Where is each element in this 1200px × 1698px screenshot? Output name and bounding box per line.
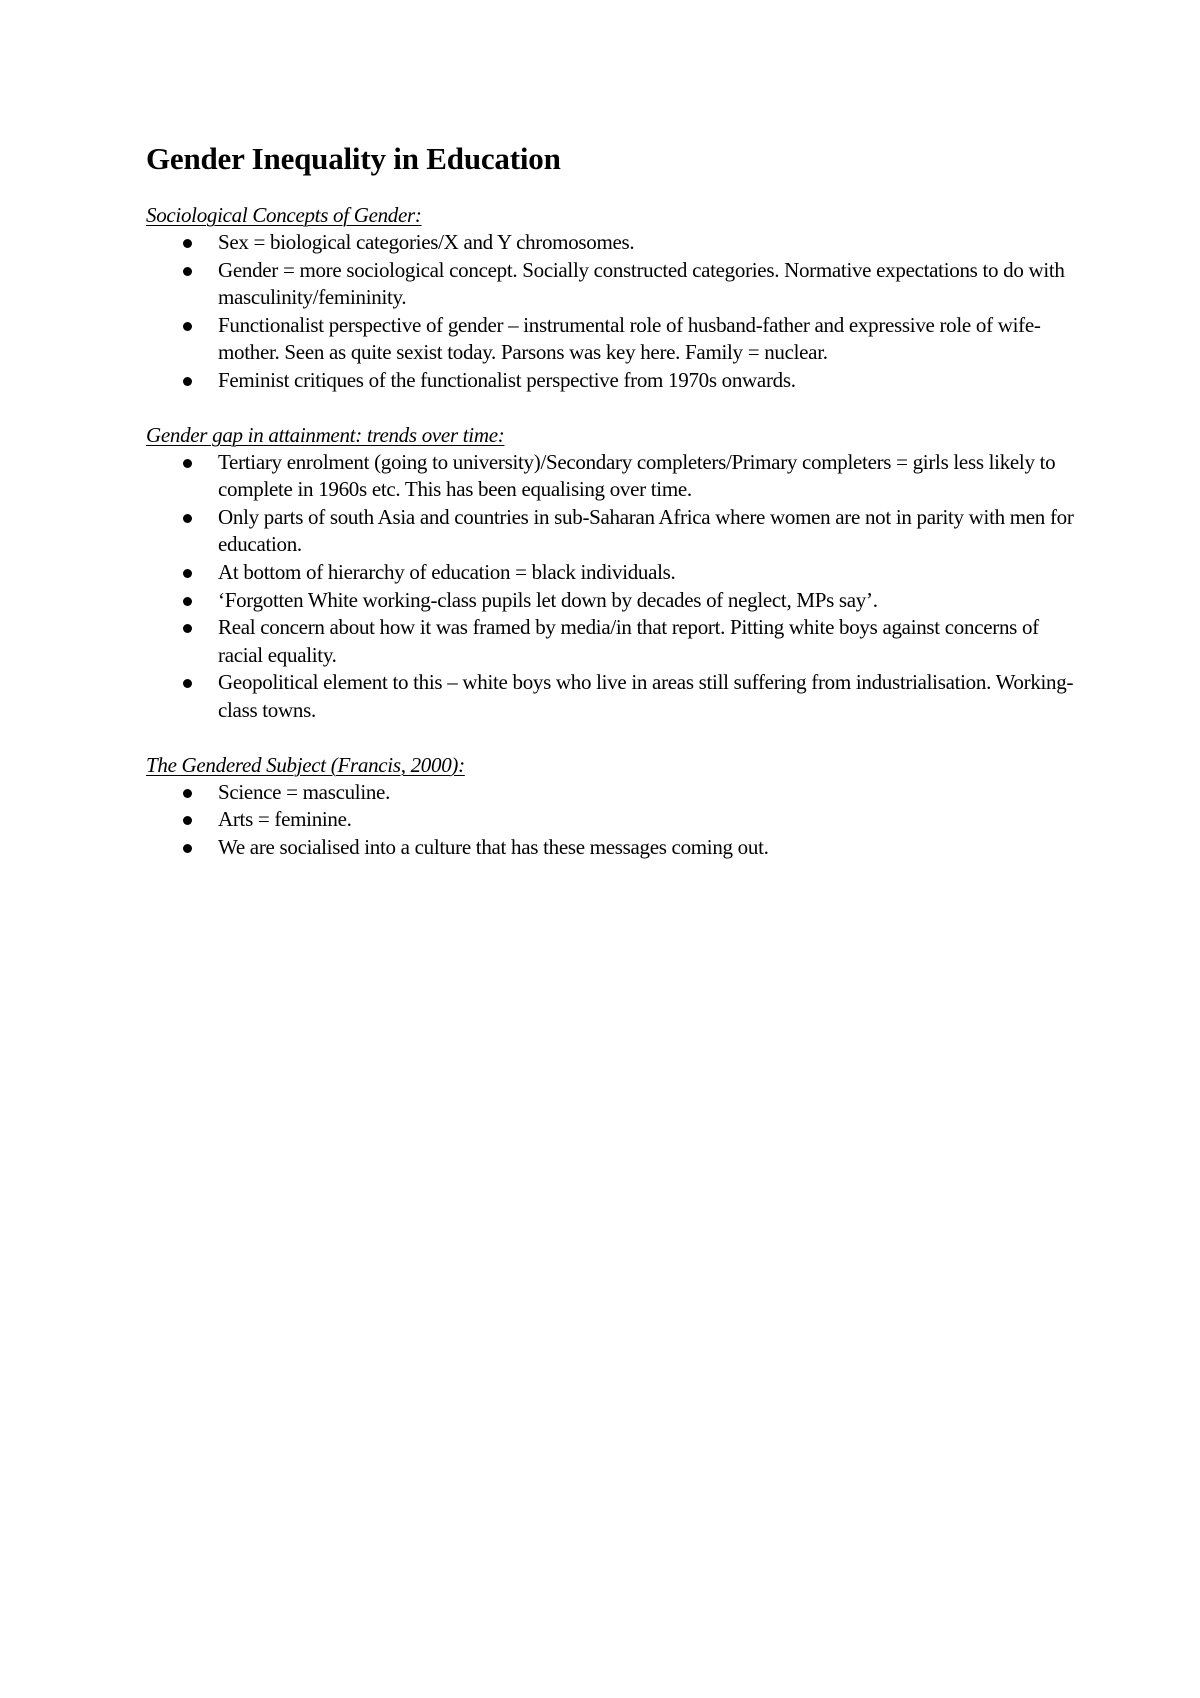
bullet-icon (183, 597, 192, 606)
list-item (146, 614, 1076, 669)
list-item-text: We are socialised into a culture that has these messages coming out. (218, 834, 769, 859)
bullet-icon (183, 377, 192, 386)
list-item-text: At bottom of hierarchy of education = black individuals. (218, 559, 676, 584)
bullet-icon (183, 239, 192, 248)
list-item-text: Arts = feminine. (218, 807, 352, 832)
list-item (146, 257, 1076, 312)
list-item-text: Real concern about how it was framed by media/in that report. Pitting white boys against concerns of racial equality. (218, 615, 1039, 667)
section-heading: Sociological Concepts of Gender: (146, 203, 422, 227)
list-item-text: Feminist critiques of the functionalist perspective from 1970s onwards. (218, 367, 796, 392)
section-heading: The Gendered Subject (Francis, 2000): (146, 752, 465, 777)
bullet-icon (183, 624, 192, 633)
list-item (146, 559, 1076, 587)
bullet-icon (183, 569, 192, 578)
bullet-icon (183, 267, 192, 276)
section-gender-gap (146, 421, 1076, 725)
bullet-list (146, 449, 1076, 725)
document-title: Gender Inequality in Education (146, 141, 561, 176)
list-item-text: Science = masculine. (218, 779, 391, 804)
list-item (146, 779, 1076, 807)
list-item-text: Functionalist perspective of gender – instrumental role of husband-father and expressive role of wife-mother. Seen as quite sexist today. Parsons was key here. Family = nuclear. (218, 312, 1041, 365)
list-item-text: Tertiary enrolment (going to university)/Secondary completers/Primary completers = girls less likely to complete in 1960s etc. This has been equalising over time. (218, 449, 1056, 502)
list-item-text: ‘Forgotten White working-class pupils let down by decades of neglect, MPs say’. (218, 587, 878, 612)
list-item (146, 367, 1076, 395)
list-item (146, 449, 1076, 504)
section-gendered-subject (146, 751, 1076, 862)
list-item-text: Sex = biological categories/X and Y chromosomes. (218, 230, 635, 254)
list-item-text: Only parts of south Asia and countries in sub-Saharan Africa where women are not in parity with men for education. (218, 504, 1074, 557)
list-item (146, 312, 1076, 367)
list-item (146, 504, 1076, 559)
list-item (146, 587, 1076, 615)
bullet-icon (183, 816, 192, 825)
list-item-text: Geopolitical element to this – white boys who live in areas still suffering from industrialisation. Working-class towns. (218, 670, 1074, 722)
bullet-icon (183, 789, 192, 798)
section-heading: Gender gap in attainment: trends over time: (146, 422, 505, 447)
list-item (146, 806, 1076, 834)
list-item-text: Gender = more sociological concept. Socially constructed categories. Normative expectations to do with masculinity/femininity. (218, 257, 1065, 310)
bullet-list (146, 229, 1076, 395)
bullet-icon (183, 514, 192, 523)
list-item (146, 669, 1076, 724)
bullet-list (146, 779, 1076, 862)
bullet-icon (183, 844, 192, 853)
bullet-icon (183, 459, 192, 468)
list-item (146, 229, 1076, 257)
bullet-icon (183, 322, 192, 331)
list-item (146, 834, 1076, 862)
document-page (146, 140, 1076, 887)
bullet-icon (183, 679, 192, 688)
section-sociological-concepts (146, 201, 1076, 395)
